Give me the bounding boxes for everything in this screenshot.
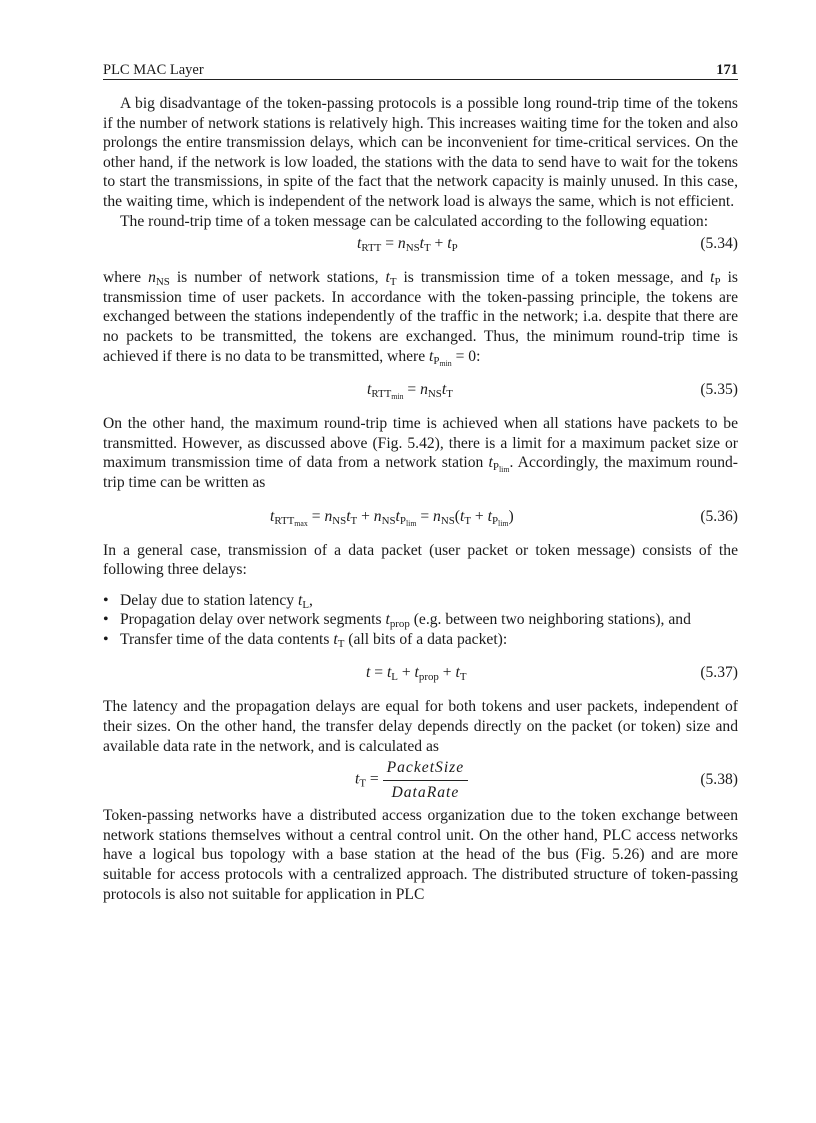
list-item: • Propagation delay over network segments $t_{prop}$ (e.g. between two neighboring stations), and — [103, 610, 738, 630]
running-header — [103, 59, 738, 79]
equation-5-38 — [103, 756, 738, 806]
bullet-list — [103, 591, 738, 650]
equation-math: $t_{RTT_{max}} = n_{NS}t_T + n_{NS}t_{P_{lim}} = n_{NS}(t_T + t_{P_{lim}})$ — [270, 507, 514, 528]
paragraph: In a general case, transmission of a data packet (user packet or token message) consists of the following three delays: — [103, 541, 738, 579]
equation-5-35 — [103, 377, 738, 403]
equation-math: $t_{RTT_{min}} = n_{NS}t_T$ — [367, 381, 453, 402]
equation-number: (5.38) — [700, 771, 738, 789]
list-item: • Transfer time of the data contents $t_T$ (all bits of a data packet): — [103, 630, 738, 650]
equation-math: $t_T$ = $\frac{\text{PacketSize}}{\text{DataRate}}$ — [355, 758, 468, 802]
paragraph: On the other hand, the maximum round-trip time is achieved when all stations have packets to be transmitted. However, as discussed above (Fig. 5.42), there is a limit for a maximum packet size or maximum transmission time of data from a network station $t_{P_{lim}}$. Accordingly, the maximum round-trip time can be written as — [103, 415, 738, 491]
equation-math: $t = t_L + t_{prop} + t_T$ — [366, 664, 467, 684]
equation-number: (5.36) — [700, 507, 738, 525]
paragraph: The latency and the propagation delays are equal for both tokens and user packets, independent of their sizes. On the other hand, the transfer delay depends directly on the packet (or token) size and available data rate in the network, and is calculated as — [103, 698, 738, 755]
paragraph: A big disadvantage of the token-passing protocols is a possible long round-trip time of the tokens if the number of network stations is relatively high. This increases waiting time for the token and also prolongs the entire transmission delays, which can be inconvenient for time-critical services. On the other hand, if the network is low loaded, the stations with the data to send have to wait for the tokens to start the transmissions, in spite of the fact that the network capacity is mainly unused. In this case, the waiting time, which is independent of the network load is always the same, which is not efficient. — [103, 95, 738, 210]
equation-number: (5.34) — [700, 235, 738, 253]
equation-number: (5.37) — [700, 664, 738, 682]
paragraph: The round-trip time of a token message can be calculated according to the following equation: — [120, 212, 709, 230]
equation-5-37 — [103, 660, 738, 686]
equation-math: $t_{RTT} = n_{NS}t_T + t_P$ — [357, 235, 458, 255]
paragraph: where $n_{NS}$ is number of network stations, $t_T$ is transmission time of a token message, and $t_P$ is transmission time of user packets. In accordance with the token-passing principle, the tokens are exchanged between the stations independently of the traffic in the network; i.a. despite that there are no packets to be transmitted, the tokens are exchanged. Thus, the minimum round-trip time is achieved if there is no data to be transmitted, where $t_{P_{min}} = 0$: — [103, 269, 738, 368]
fraction: $\frac{\text{PacketSize}}{\text{DataRate}}$ — [383, 758, 469, 802]
equation-5-34 — [103, 231, 738, 257]
body-text — [103, 94, 738, 904]
page-number: 171 — [716, 62, 738, 78]
equation-number: (5.35) — [700, 381, 738, 399]
header-rule — [103, 79, 738, 80]
paragraph: Token-passing networks have a distributed access organization due to the token exchange between network stations themselves without a central control unit. On the other hand, PLC access networks have a logical bus topology with a base station at the head of the bus (Fig. 5.26) and are more suitable for access protocols with a centralized approach. The distributed structure of token-passing protocols is also not suitable for application in PLC — [103, 807, 738, 903]
list-item: • Delay due to station latency $t_L$, — [103, 591, 738, 611]
running-title: PLC MAC Layer — [103, 62, 204, 78]
equation-5-36 — [103, 504, 738, 530]
